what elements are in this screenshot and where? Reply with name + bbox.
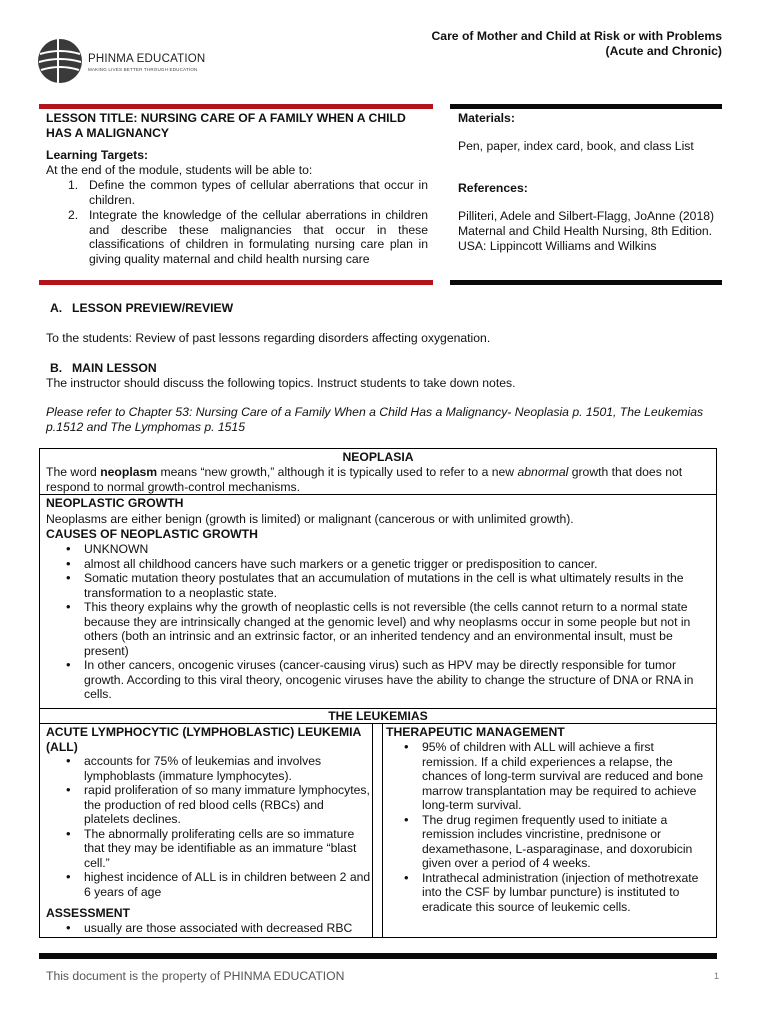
column-divider bbox=[372, 723, 373, 937]
learning-target-item bbox=[46, 178, 428, 207]
assessment-list bbox=[62, 921, 372, 936]
table-divider bbox=[40, 723, 716, 724]
target-number: 1. bbox=[68, 178, 79, 192]
therapy-list bbox=[400, 740, 710, 914]
target-text: Integrate the knowledge of the cellular aberrations in children and describe these malignancies that occur in these classifications of children in formulating nursing care plan in giving quality maternal and child health nursing care bbox=[89, 208, 428, 266]
footer-bar bbox=[39, 953, 717, 959]
materials-text: Pen, paper, index card, book, and class List bbox=[458, 139, 694, 153]
definition-emphasis: abnormal bbox=[517, 465, 569, 479]
all-item: • accounts for 75% of leukemias and involves lymphoblasts (immature lymphocytes). bbox=[62, 754, 372, 783]
footer-text: This document is the property of PHINMA EDUCATION bbox=[46, 969, 345, 983]
logo-name: PHINMA EDUCATION bbox=[88, 53, 206, 65]
learning-targets-intro: At the end of the module, students will be able to: bbox=[46, 163, 313, 177]
therapy-item: • The drug regimen frequently used to initiate a remission includes vincristine, prednisone or dexamethasone, L-asparaginase, and doxorubicin given over a period of 4 weeks. bbox=[400, 813, 710, 871]
cause-item: • UNKNOWN bbox=[62, 542, 708, 557]
learning-target-item bbox=[46, 208, 428, 266]
section-b-reference: Please refer to Chapter 53: Nursing Care of a Family When a Child Has a Malignancy- Neoplasia p. 1501, The Leukemias p.1512 and The Lymphomas p. 1515 bbox=[46, 405, 704, 434]
cause-item: • This theory explains why the growth of neoplastic cells is not reversible (the cells cannot return to a normal state because they are intrinsically changed at the genomic level) and why neoplasms occur in some people but not in others (both an intrinsic and an extrinsic factor, or an inherited tendency and an environmental insult, must be present) bbox=[62, 600, 708, 658]
logo-tagline: MAKING LIVES BETTER THROUGH EDUCATION bbox=[88, 67, 198, 72]
all-list bbox=[62, 754, 372, 899]
top-black-bar bbox=[450, 104, 722, 109]
all-item: • The abnormally proliferating cells are so immature that they may be identifiable as an immature “blast cell.” bbox=[62, 827, 372, 871]
section-a-heading: LESSON PREVIEW/REVIEW bbox=[72, 301, 234, 315]
target-number: 2. bbox=[68, 208, 79, 222]
neoplastic-growth-title: NEOPLASTIC GROWTH bbox=[46, 496, 184, 510]
all-item: • highest incidence of ALL is in children between 2 and 6 years of age bbox=[62, 870, 372, 899]
all-title: ACUTE LYMPHOCYTIC (LYMPHOBLASTIC) LEUKEMIA (ALL) bbox=[46, 725, 361, 754]
references-text: Pilliteri, Adele and Silbert-Flagg, JoAnne (2018) Maternal and Child Health Nursing, 8th Edition. USA: Lippincott Williams and Wilkins bbox=[458, 209, 715, 253]
cause-item: • almost all childhood cancers have such markers or a genetic trigger or predisposition to cancer. bbox=[62, 557, 708, 572]
assessment-title: ASSESSMENT bbox=[46, 906, 130, 920]
therapy-title: THERAPEUTIC MANAGEMENT bbox=[386, 725, 565, 739]
references-title: References: bbox=[458, 181, 528, 195]
causes-list bbox=[62, 542, 708, 702]
definition-text: means “new growth,” although it is typically used to refer to a new bbox=[157, 465, 518, 479]
learning-targets-list bbox=[46, 178, 428, 267]
section-a-text: To the students: Review of past lessons regarding disorders affecting oxygenation. bbox=[46, 331, 491, 345]
cause-item: • Somatic mutation theory postulates that an accumulation of mutations in the cell is what ultimately results in the transformation to a neoplastic state. bbox=[62, 571, 708, 600]
definition-term: neoplasm bbox=[100, 465, 158, 479]
table-divider bbox=[40, 494, 716, 495]
leukemias-header: THE LEUKEMIAS bbox=[328, 709, 428, 723]
course-title: Care of Mother and Child at Risk or with Problems (Acute and Chronic) bbox=[431, 29, 722, 58]
assessment-item: • usually are those associated with decreased RBC bbox=[62, 921, 372, 936]
column-divider bbox=[382, 723, 383, 937]
definition-text: growth that does not respond to normal growth-control mechanisms. bbox=[46, 465, 683, 494]
phinma-logo-icon bbox=[36, 36, 84, 86]
section-b-heading: MAIN LESSON bbox=[72, 361, 157, 375]
causes-title: CAUSES OF NEOPLASTIC GROWTH bbox=[46, 527, 258, 541]
definition-text: The word bbox=[46, 465, 101, 479]
neoplasm-definition bbox=[46, 465, 710, 494]
cause-item: • In other cancers, oncogenic viruses (cancer-causing virus) such as HPV may be directly responsible for tumor growth. According to this viral theory, oncogenic viruses have the ability to change the structure of DNA or RNA in cells. bbox=[62, 658, 708, 702]
page-number: 1 bbox=[714, 971, 720, 981]
section-b-text: The instructor should discuss the following topics. Instruct students to take down notes. bbox=[46, 376, 516, 390]
all-item: • rapid proliferation of so many immature lymphocytes, the production of red blood cells (RBCs) and platelets declines. bbox=[62, 783, 372, 827]
target-text: Define the common types of cellular aberrations that occur in children. bbox=[89, 178, 428, 207]
section-b-letter: B. bbox=[50, 361, 63, 375]
lesson-title: LESSON TITLE: NURSING CARE OF A FAMILY WHEN A CHILD HAS A MALIGNANCY bbox=[46, 111, 406, 140]
lesson-table bbox=[39, 448, 717, 938]
top-red-bar bbox=[39, 104, 433, 109]
materials-title: Materials: bbox=[458, 111, 515, 125]
section-a-letter: A. bbox=[50, 301, 63, 315]
therapy-item: • 95% of children with ALL will achieve a first remission. If a child experiences a relapse, the chances of long-term survival are reduced and bone marrow transplantation may be required to achieve long-term survival. bbox=[400, 740, 710, 813]
bottom-black-bar bbox=[450, 280, 722, 285]
bottom-red-bar bbox=[39, 280, 433, 285]
therapy-item: • Intrathecal administration (injection of methotrexate into the CSF by lumbar puncture) is instituted to eradicate this source of leukemic cells. bbox=[400, 871, 710, 915]
learning-targets-title: Learning Targets: bbox=[46, 148, 149, 162]
neoplastic-growth-text: Neoplasms are either benign (growth is limited) or malignant (cancerous or with unlimited growth). bbox=[46, 512, 574, 526]
neoplasia-header: NEOPLASIA bbox=[342, 450, 414, 464]
